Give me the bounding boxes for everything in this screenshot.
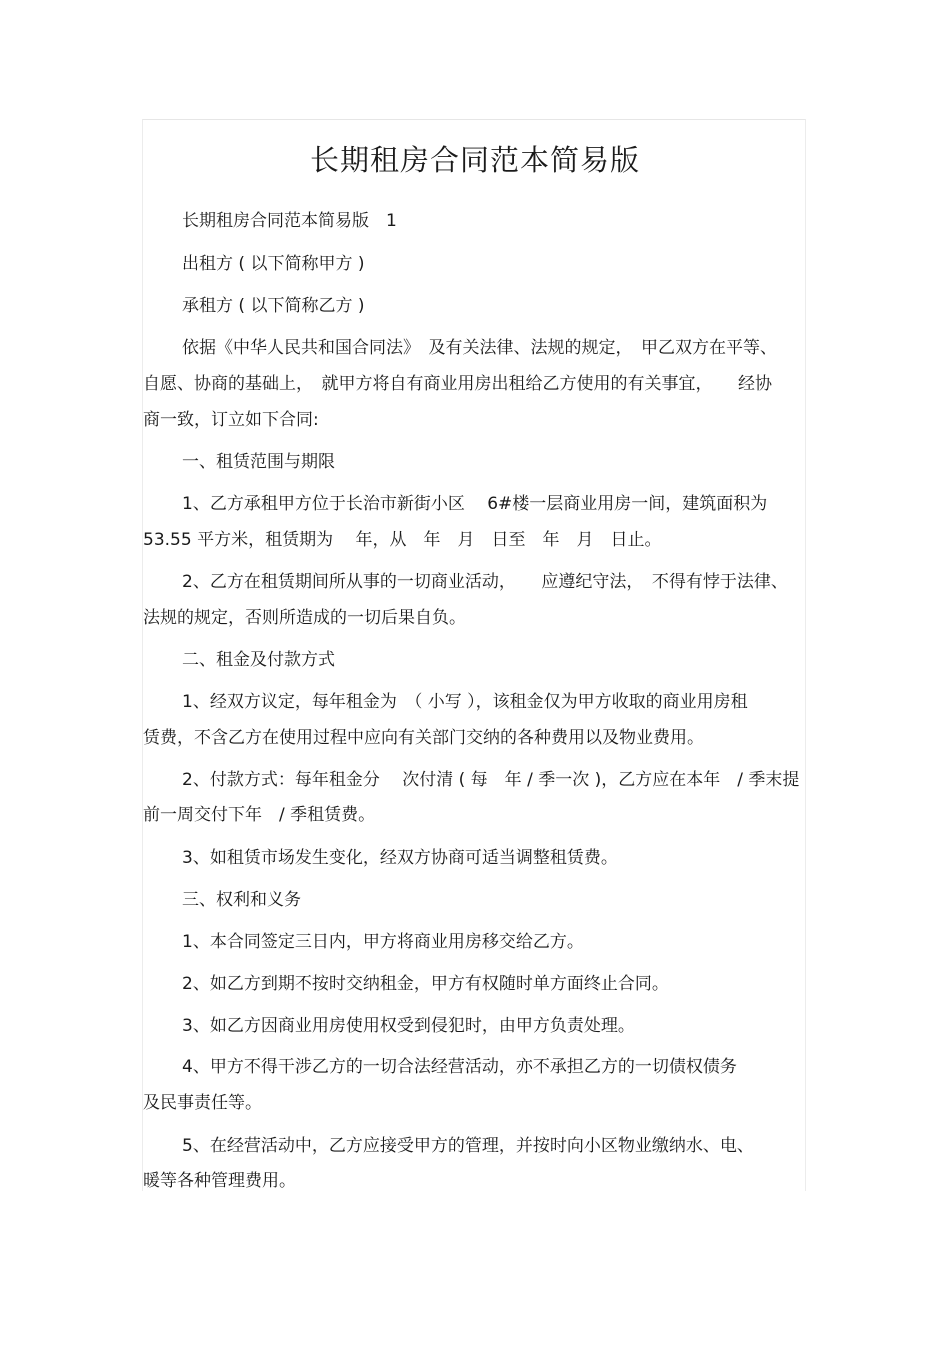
clause-1-2-line-1: 2、乙方在租赁期间所从事的一切商业活动， 应遵纪守法， 不得有悖于法律、: [182, 572, 788, 592]
clause-3-5-line-2: 暖等各种管理费用。: [143, 1171, 296, 1191]
subtitle-line: 长期租房合同范本简易版 1: [182, 211, 397, 231]
clause-3-4-line-1: 4、甲方不得干涉乙方的一切合法经营活动，亦不承担乙方的一切债权债务: [182, 1057, 737, 1077]
clause-1-1-line-1: 1、乙方承租甲方位于长治市新街小区 6#楼一层商业用房一间，建筑面积为: [182, 494, 768, 514]
clause-2-3: 3、如租赁市场发生变化，经双方协商可适当调整租赁费。: [182, 848, 618, 868]
clause-3-5-line-1: 5、在经营活动中，乙方应接受甲方的管理，并按时向小区物业缴纳水、电、: [182, 1136, 754, 1156]
lessee-line: 承租方 ( 以下简称乙方 ): [182, 296, 365, 316]
preamble-line-2: 自愿、协商的基础上， 就甲方将自有商业用房出租给乙方使用的有关事宜， 经协: [143, 374, 772, 394]
document-title: 长期租房合同范本简易版: [309, 143, 640, 177]
section-heading-3: 三、权利和义务: [182, 890, 301, 910]
clause-2-2-line-1: 2、付款方式：每年租金分 次付清 ( 每 年 / 季一次 )，乙方应在本年 / 季末提: [182, 770, 800, 790]
preamble-line-1: 依据《中华人民共和国合同法》 及有关法律、法规的规定， 甲乙双方在平等、: [182, 338, 777, 358]
clause-1-1-line-2: 53.55 平方米，租赁期为 年，从 年 月 日至 年 月 日止。: [143, 530, 662, 550]
lessor-line: 出租方 ( 以下简称甲方 ): [182, 254, 365, 274]
clause-2-2-line-2: 前一周交付下年 / 季租赁费。: [143, 805, 376, 825]
section-heading-2: 二、租金及付款方式: [182, 650, 335, 670]
section-heading-1: 一、租赁范围与期限: [182, 452, 335, 472]
clause-3-1: 1、本合同签定三日内，甲方将商业用房移交给乙方。: [182, 932, 584, 952]
clause-2-1-line-1: 1、经双方议定，每年租金为 （ 小写 ），该租金仅为甲方收取的商业用房租: [182, 692, 748, 712]
clause-1-2-line-2: 法规的规定，否则所造成的一切后果自负。: [143, 608, 466, 628]
clause-3-2: 2、如乙方到期不按时交纳租金，甲方有权随时单方面终止合同。: [182, 974, 669, 994]
clause-2-1-line-2: 赁费，不含乙方在使用过程中应向有关部门交纳的各种费用以及物业费用。: [143, 728, 704, 748]
preamble-line-3: 商一致，订立如下合同:: [143, 410, 319, 430]
clause-3-3: 3、如乙方因商业用房使用权受到侵犯时，由甲方负责处理。: [182, 1016, 635, 1036]
clause-3-4-line-2: 及民事责任等。: [143, 1093, 262, 1113]
